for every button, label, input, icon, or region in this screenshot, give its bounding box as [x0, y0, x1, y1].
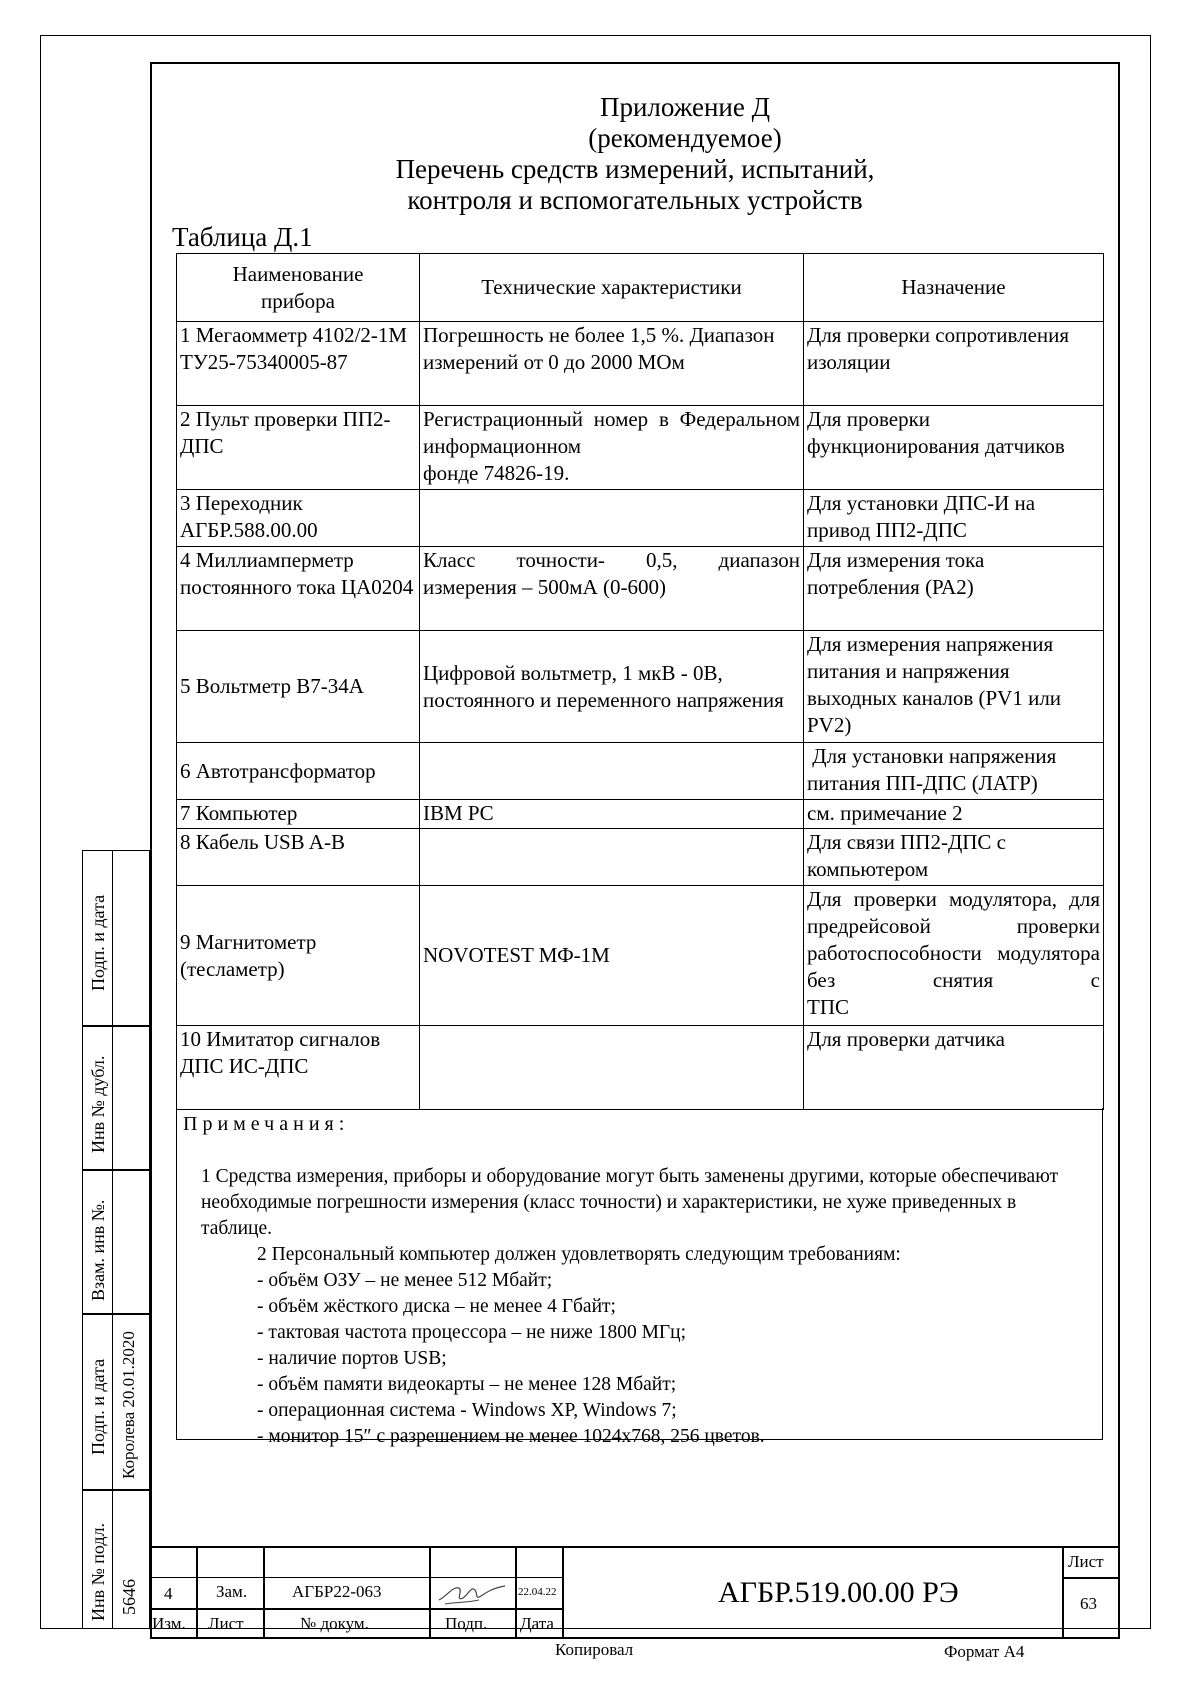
row-purpose: Для измерения напряжения питания и напряжения выходных каналов (PV1 или PV2)	[804, 631, 1104, 743]
notes-body	[201, 1164, 1091, 1450]
page-title	[150, 92, 1120, 216]
row-name: 9 Магнитометр (тесламетр)	[177, 886, 420, 1026]
side-label-inv-dubl: Инв № дубл.	[88, 1055, 108, 1153]
side-stamp-podp-data-bottom	[82, 1314, 150, 1490]
header-purpose: Назначение	[804, 254, 1104, 322]
table-row	[177, 743, 1104, 800]
date-value: 22.04.22	[518, 1586, 557, 1598]
side-label-podp-data: Подп. и дата	[88, 894, 108, 991]
row-tech	[420, 743, 804, 800]
table-row	[177, 1026, 1104, 1110]
note-list-item: - объём ОЗУ – не менее 512 Мбайт;	[257, 1270, 553, 1291]
row-purpose-part1: Для проверки модулятора, для предрейсовой проверки работоспособности модулятора без снятия с	[807, 887, 1100, 992]
row-name: 4 Миллиамперметр постоянного тока ЦА0204	[177, 547, 420, 631]
copied-label: Копировал	[555, 1640, 634, 1659]
row-purpose-part2: ТПС	[807, 995, 849, 1019]
izm-value: 4	[164, 1584, 173, 1603]
side-stamp-inv-dubl	[82, 1026, 150, 1170]
row-purpose: Для проверки датчика	[804, 1026, 1104, 1110]
table-label: Таблица Д.1	[172, 222, 313, 252]
signature-label: Подп.	[445, 1614, 488, 1633]
header-name: Наименование прибора	[177, 254, 420, 322]
note-list-item: - операционная система - Windows XP, Windows 7;	[257, 1400, 677, 1421]
header-tech: Технические характеристики	[420, 254, 804, 322]
table-row	[177, 322, 1104, 406]
list-label: Лист	[208, 1614, 244, 1633]
izm-label: Изм.	[152, 1614, 186, 1633]
row-purpose: Для установки ДПС-И на привод ПП2-ДПС	[804, 490, 1104, 547]
row-purpose: Для проверки функционирования датчиков	[804, 406, 1104, 490]
row-name: 10 Имитатор сигналов ДПС ИС-ДПС	[177, 1026, 420, 1110]
row-tech	[420, 829, 804, 886]
date-label: Дата	[520, 1614, 554, 1633]
note-list-item: - объём памяти видеокарты – не менее 128 Мбайт;	[257, 1374, 677, 1395]
row-tech	[420, 1026, 804, 1110]
table-row	[177, 829, 1104, 886]
row-name: 3 Переходник АГБР.588.00.00	[177, 490, 420, 547]
appendix-status: (рекомендуемое)	[588, 123, 782, 153]
note-list-item: - наличие портов USB;	[257, 1348, 447, 1369]
notes-section	[176, 1108, 1103, 1447]
note-1: 1 Средства измерения, приборы и оборудование могут быть заменены другими, которые обеспечивают необходимые погрешности измерения (класс точности) и характеристики, не хуже приведенных в таблице.	[201, 1166, 1059, 1239]
appendix-subtitle-line2: контроля и вспомогательных устройств	[407, 185, 863, 215]
row-tech: Цифровой вольтметр, 1 мкВ - 0В, постоянного и переменного напряжения	[420, 631, 804, 743]
row-name: 8 Кабель USB A-B	[177, 829, 420, 886]
row-name: 7 Компьютер	[177, 800, 420, 829]
notes-title: Примечания:	[183, 1113, 350, 1135]
format-label: Формат А4	[944, 1642, 1025, 1661]
doc-number-label: № докум.	[300, 1614, 369, 1633]
doc-number-value: АГБР22-063	[292, 1582, 382, 1601]
document-code: АГБР.519.00.00 РЭ	[718, 1576, 959, 1609]
side-label-inv-podl: Инв № подл.	[88, 1522, 108, 1621]
side-label-vzam-inv: Взам. инв №.	[88, 1199, 108, 1301]
row-name: 1 Мегаомметр 4102/2-1М ТУ25-75340005-87	[177, 322, 420, 406]
table-row	[177, 406, 1104, 490]
row-tech-part1: Класс точности- 0,5, диапазон	[423, 548, 800, 572]
row-tech: IBM PC	[420, 800, 804, 829]
row-tech	[420, 406, 804, 490]
equipment-table	[176, 253, 1104, 1110]
row-tech-part2: измерения – 500мА (0-600)	[423, 575, 666, 599]
title-block	[150, 1546, 1120, 1639]
side-label-podp-data: Подп. и дата	[88, 1358, 108, 1455]
row-name: 6 Автотрансформатор	[177, 743, 420, 800]
row-purpose: Для проверки сопротивления изоляции	[804, 322, 1104, 406]
row-tech: NOVOTEST МФ-1М	[420, 886, 804, 1026]
row-purpose: Для связи ПП2-ДПС с компьютером	[804, 829, 1104, 886]
note-list-item: - тактовая частота процессора – не ниже 1800 МГц;	[257, 1322, 687, 1343]
appendix-subtitle-line1: Перечень средств измерений, испытаний,	[395, 154, 875, 184]
row-tech-part2: фонде 74826-19.	[423, 461, 570, 485]
side-stamp-inv-podl	[82, 1490, 150, 1629]
note-list-item: - объём жёсткого диска – не менее 4 Гбайт;	[257, 1296, 616, 1317]
table-row	[177, 490, 1104, 547]
sheet-number: 63	[1080, 1594, 1097, 1613]
table-header-row	[177, 254, 1104, 322]
note-2: 2 Персональный компьютер должен удовлетворять следующим требованиям:	[257, 1244, 901, 1265]
row-purpose: Для измерения тока потребления (РА2)	[804, 547, 1104, 631]
row-purpose: см. примечание 2	[804, 800, 1104, 829]
row-purpose: Для установки напряжения питания ПП-ДПС (ЛАТР)	[804, 743, 1104, 800]
row-tech: Погрешность не более 1,5 %. Диапазон измерений от 0 до 2000 МОм	[420, 322, 804, 406]
side-stamp-vzam-inv	[82, 1170, 150, 1314]
table-row	[177, 547, 1104, 631]
row-name: 2 Пульт проверки ПП2-ДПС	[177, 406, 420, 490]
sheet-label: Лист	[1068, 1552, 1104, 1571]
row-tech	[420, 547, 804, 631]
row-name: 5 Вольтметр В7-34А	[177, 631, 420, 743]
row-tech	[420, 490, 804, 547]
note-list-item: - монитор 15″ с разрешением не менее 1024x768, 256 цветов.	[257, 1426, 765, 1447]
inventory-number: 5646	[119, 1579, 139, 1615]
appendix-title: Приложение Д	[599, 92, 771, 122]
list-value: Зам.	[216, 1582, 248, 1601]
side-stamp-podp-data-top	[82, 850, 150, 1026]
table-row	[177, 800, 1104, 829]
row-purpose	[804, 886, 1104, 1026]
table-row	[177, 886, 1104, 1026]
row-tech-part1: Регистрационный номер в Федеральном информационном	[423, 407, 800, 458]
signer-name-date: Королева 20.01.2020	[119, 1331, 138, 1479]
table-row	[177, 631, 1104, 743]
signature-icon	[435, 1578, 510, 1608]
